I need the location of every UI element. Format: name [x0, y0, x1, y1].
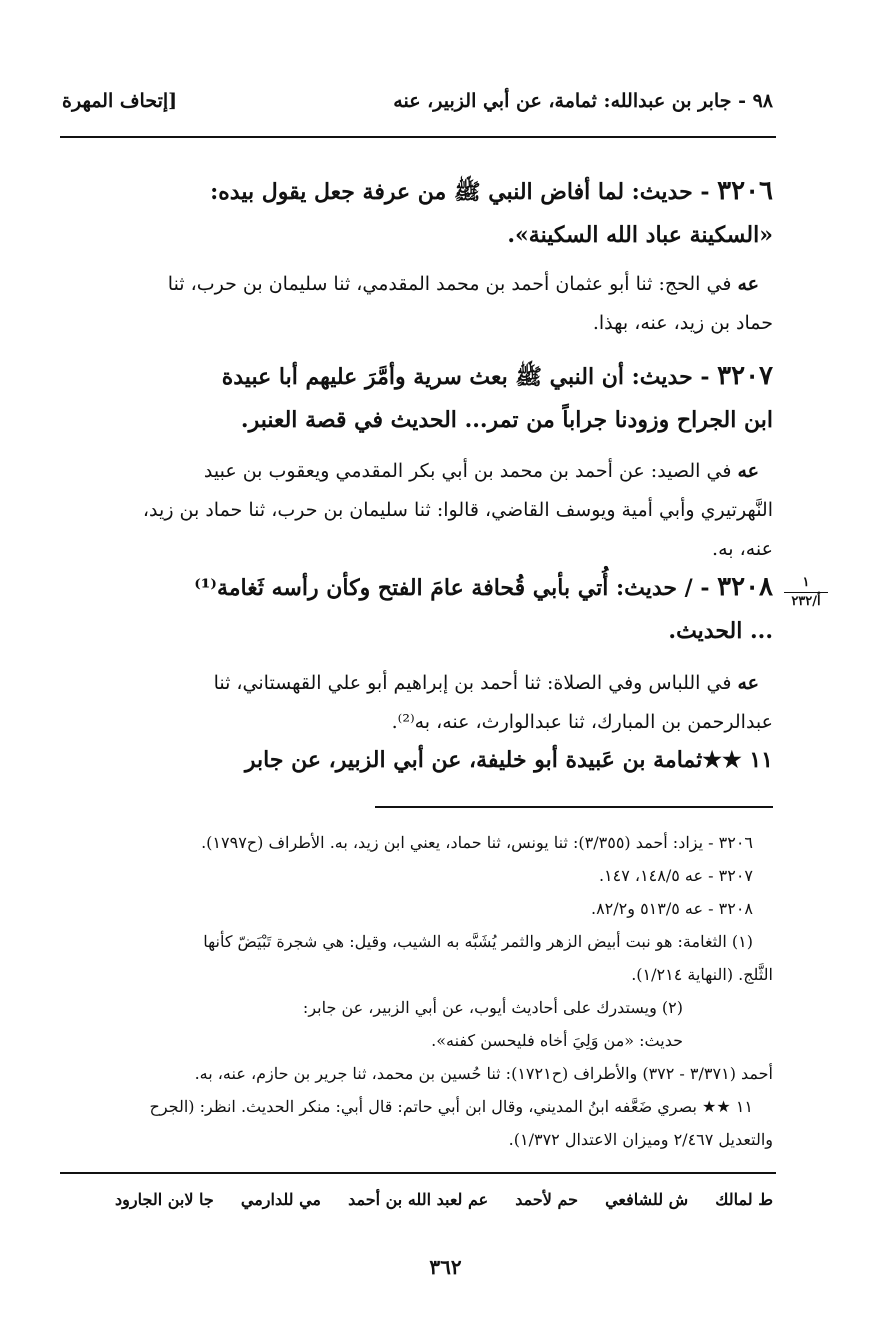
abbreviation-item: حم لأحمد — [515, 1190, 579, 1209]
isnad-line: حماد بن زيد، عنه، بهذا. — [592, 312, 773, 334]
isnad-line: النَّهرتيري وأبي أمية ويوسف القاضي، قالوا: ثنا سليمان بن حرب، ثنا حماد بن زيد، — [142, 499, 773, 521]
abbreviations-bar — [115, 1190, 773, 1209]
hadith-title-text: - / حديث: أُتي بأبي قُحافة عامَ الفتح وكأن رأسه ثَغامة⁽¹⁾ — [194, 575, 710, 601]
footnote-line: والتعديل ٢/٤٦٧ وميزان الاعتدال ١/٣٧٢). — [508, 1130, 773, 1149]
hadith-number: ٣٢٠٧ — [717, 361, 773, 391]
hadith-title-line: ابن الجراح وزودنا جراباً من تمر... الحديث في قصة العنبر. — [240, 407, 773, 433]
footnote-rule — [375, 806, 773, 808]
hadith-number: ٣٢٠٨ — [717, 572, 773, 602]
running-head-title: ٩٨ - جابر بن عبدالله: ثمامة، عن أبي الزبير، عنه — [393, 90, 773, 112]
hadith-title-line: ... الحديث. — [668, 618, 773, 644]
isnad-line: عنه، به. — [712, 538, 773, 560]
hadith-title-text: - حديث: لما أفاض النبي ﷺ من عرفة جعل يقول بيده: — [210, 179, 710, 205]
footnote-line: ١١ ★★ بصري ضَعَّفه ابنُ المديني، وقال ابن أبي حاتم: قال أبي: منكر الحديث. انظر: (الجرح — [149, 1097, 753, 1116]
isnad-text: في الصيد: عن أحمد بن محمد بن أبي بكر المقدمي ويعقوب بن عبيد — [203, 460, 732, 482]
hadith-title-text: - حديث: أن النبي ﷺ بعث سرية وأمَّرَ عليهم أبا عبيدة — [221, 364, 710, 390]
hadith-title — [117, 566, 773, 653]
hadith-title-line — [117, 566, 773, 610]
hadith-title — [117, 355, 773, 442]
footnote-line: (٢) ويستدرك على أحاديث أيوب، عن أبي الزبير، عن جابر: — [302, 998, 683, 1017]
isnad-tag: عه — [737, 460, 759, 482]
footnote-line: (١) الثغامة: هو نبت أبيض الزهر والثمر يُشَبَّه به الشيب، وقيل: هي شجرة تَبْيَضّ كأنها — [203, 932, 753, 951]
isnad-tag: عه — [737, 273, 759, 295]
footnote-line: ٣٢٠٦ - يزاد: أحمد (٣/٣٥٥): ثنا يونس، ثنا حماد، يعني ابن زيد، به. الأطراف (ح١٧٩٧). — [201, 833, 753, 852]
narrator-heading: ١١ ★★ثمامة بن عَبيدة أبو خليفة، عن أبي الزبير، عن جابر — [244, 747, 773, 773]
abbreviation-item: مي للدارمي — [240, 1190, 321, 1209]
isnad-tag: عه — [737, 672, 759, 694]
footnotes — [117, 826, 773, 1156]
hadith-number: ٣٢٠٦ — [717, 176, 773, 206]
isnad-text: في اللباس وفي الصلاة: ثنا أحمد بن إبراهيم أبو علي القهستاني، ثنا — [213, 672, 732, 694]
abbreviation-item: عم لعبد الله بن أحمد — [348, 1190, 489, 1209]
abbreviations-rule — [60, 1172, 776, 1174]
hadith-title-line — [117, 170, 773, 214]
margin-note-top: ١ — [802, 575, 810, 590]
margin-note — [780, 575, 832, 610]
margin-note-bottom: أ/٢٣٢ — [791, 594, 821, 609]
page-number: ٣٦٢ — [429, 1255, 462, 1279]
hadith-isnad — [117, 265, 773, 343]
isnad-line: عبدالرحمن بن المبارك، ثنا عبدالوارث، عنه، به⁽²⁾. — [391, 711, 773, 733]
abbreviation-item: ط لمالك — [715, 1190, 773, 1209]
hadith-title — [117, 170, 773, 257]
abbreviation-item: جا لابن الجارود — [115, 1190, 214, 1209]
footnote-line: حديث: «من وَلِيَ أخاه فليحسن كفنه». — [431, 1031, 683, 1050]
hadith-isnad — [117, 664, 773, 742]
footnote-line: ٣٢٠٨ - عه ٥١٣/٥ و٨٢/٢. — [590, 899, 753, 918]
hadith-title-line — [117, 355, 773, 399]
abbreviation-item: ش للشافعي — [605, 1190, 689, 1209]
margin-note-divider — [784, 592, 828, 593]
hadith-title-line: «السكينة عباد الله السكينة». — [507, 222, 773, 248]
isnad-line — [117, 664, 773, 703]
footnote-line: الثَّلج. (النهاية ١/٢١٤). — [631, 965, 773, 984]
header-rule — [60, 136, 776, 138]
footnote-line: أحمد (٣/٣٧١ - ٣٧٢) والأطراف (ح١٧٢١): ثنا حُسين بن محمد، ثنا جرير بن حازم، عنه، به. — [194, 1064, 773, 1083]
hadith-isnad — [117, 452, 773, 569]
isnad-text: في الحج: ثنا أبو عثمان أحمد بن محمد المقدمي، ثنا سليمان بن حرب، ثنا — [167, 273, 732, 295]
running-head-book: [إتحاف المهرة — [62, 90, 178, 112]
footnote-line: ٣٢٠٧ - عه ١٤٨/٥، ١٤٧. — [598, 866, 753, 885]
isnad-line — [117, 452, 773, 491]
isnad-line — [117, 265, 773, 304]
